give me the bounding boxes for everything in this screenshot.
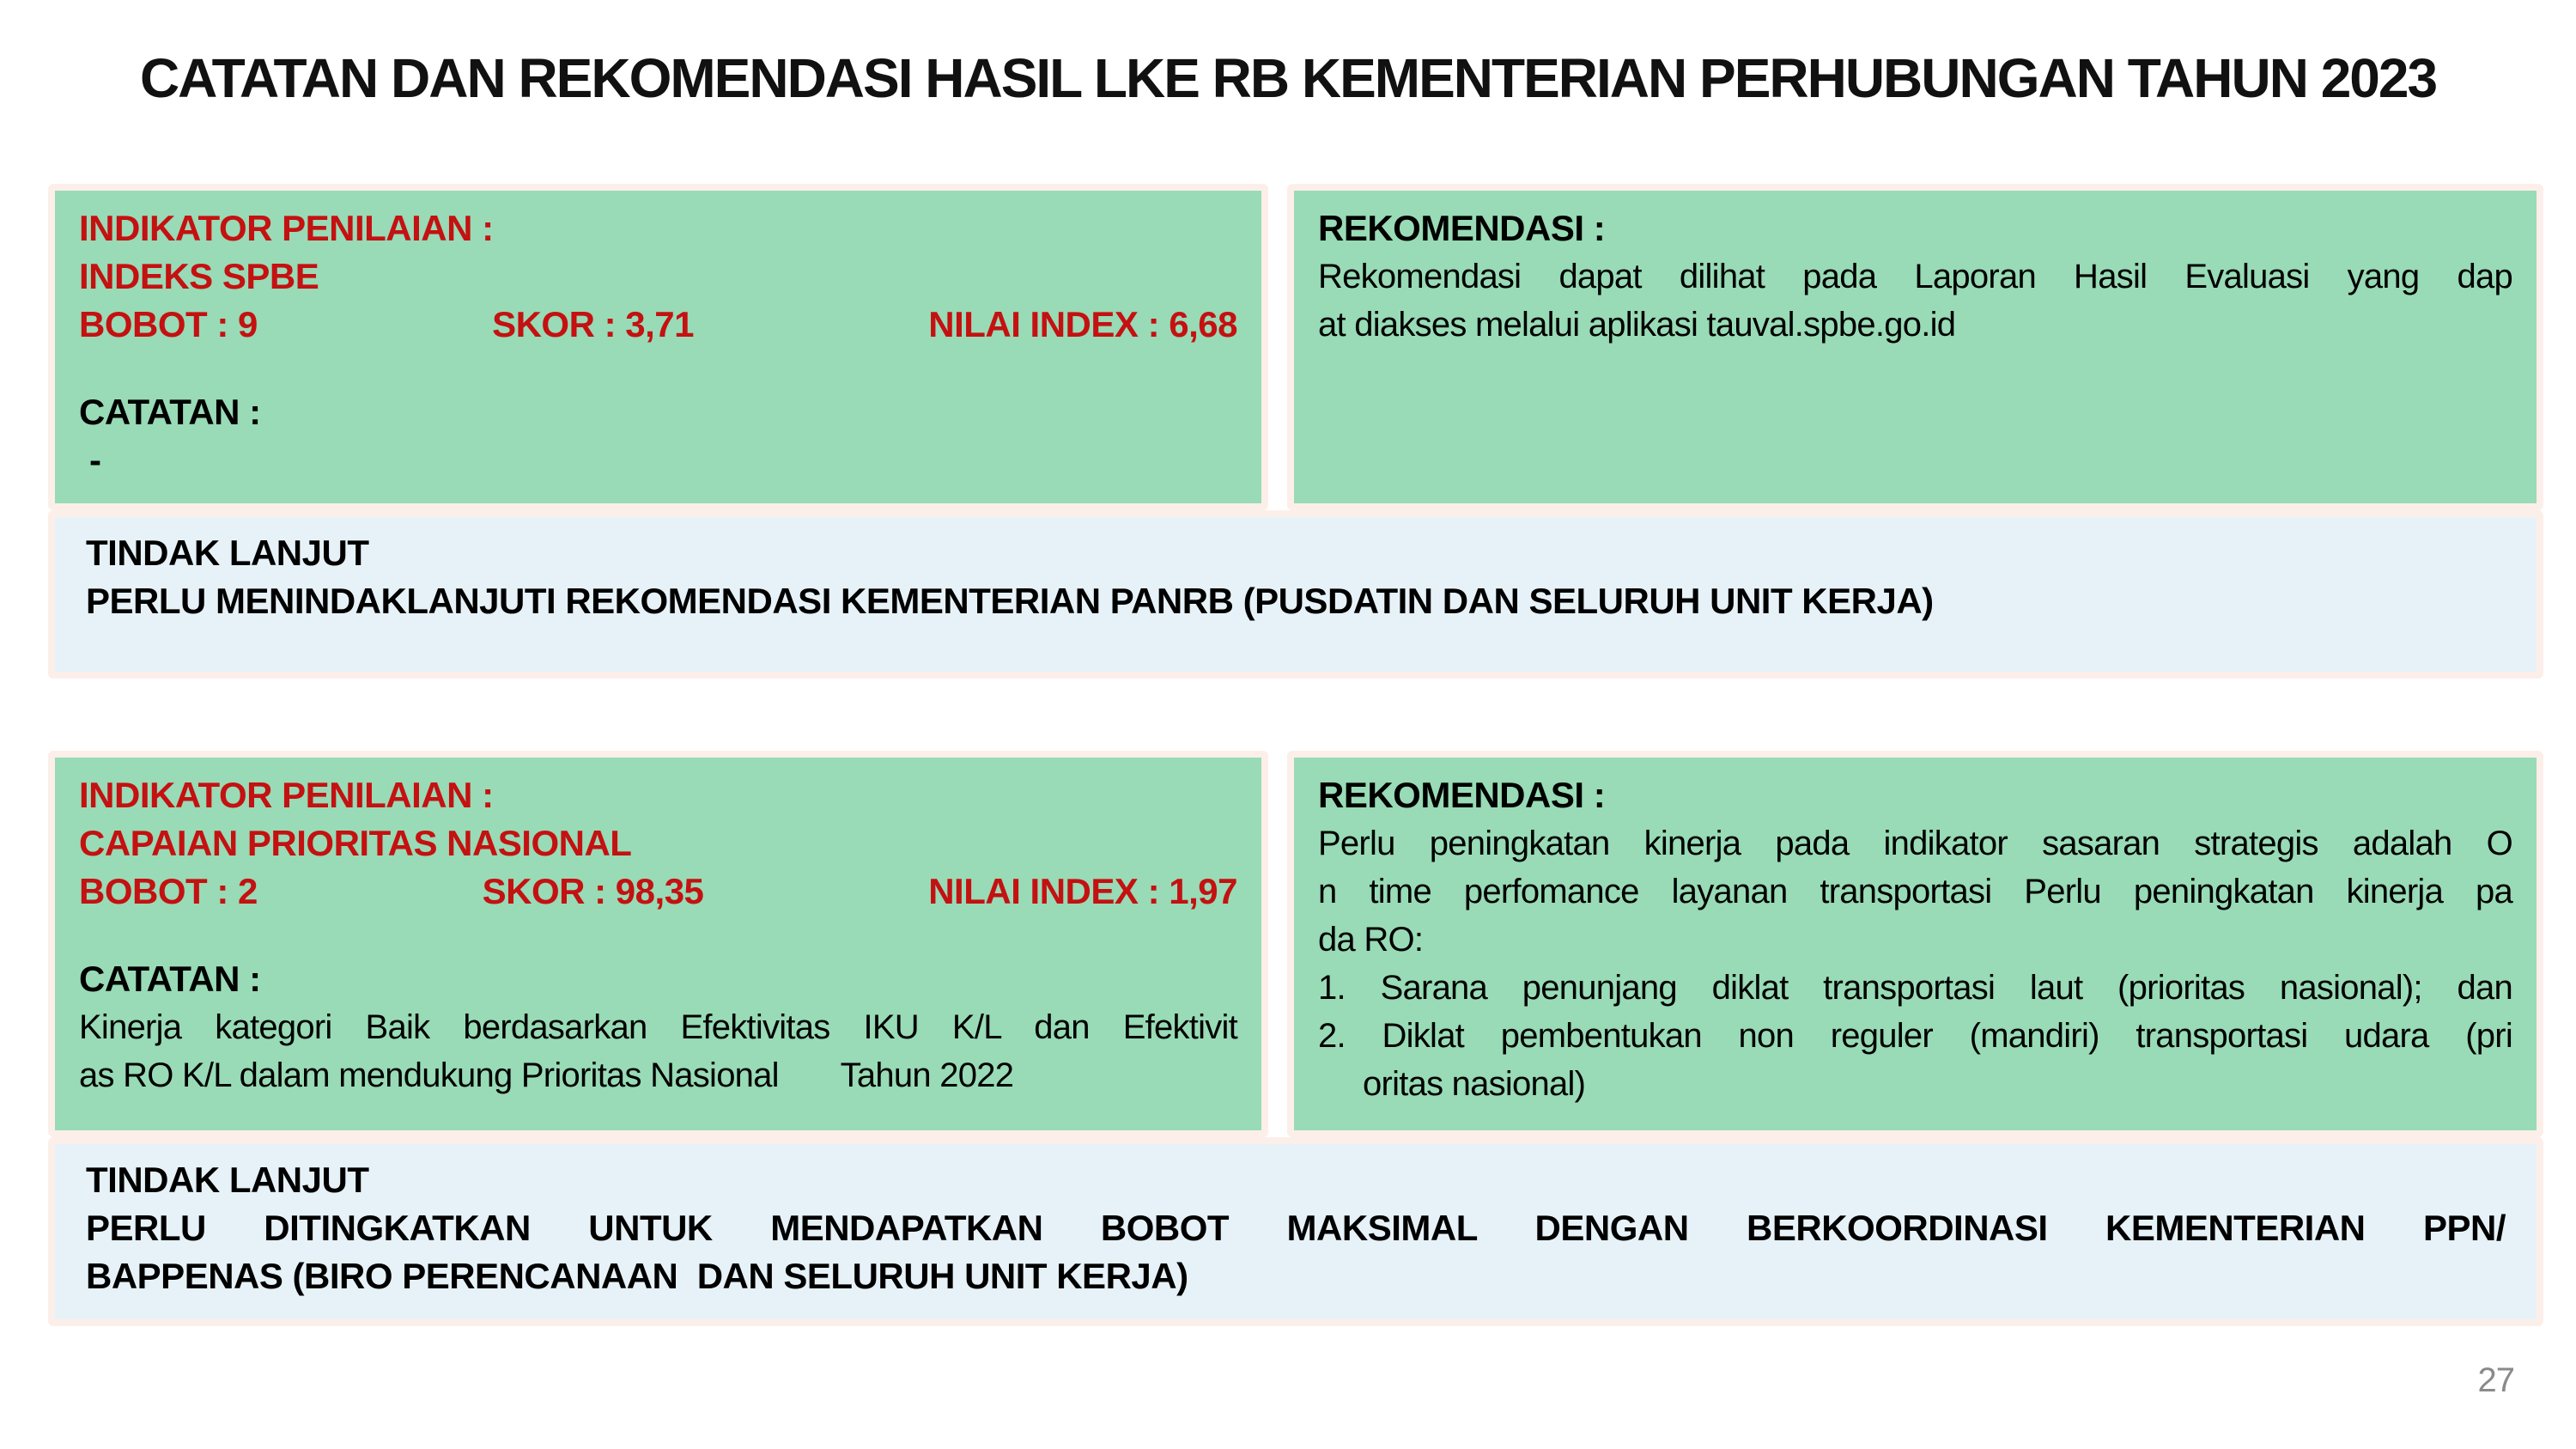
- rekomendasi-heading: REKOMENDASI :: [1318, 208, 1606, 248]
- rekomendasi-line: 1. Sarana penunjang diklat transportasi laut (prioritas nasional); dan: [1318, 969, 2512, 1007]
- catatan-line: -: [89, 440, 101, 480]
- catatan-heading: CATATAN :: [79, 392, 261, 432]
- indicator-metrics: [79, 868, 1237, 916]
- spacer: [79, 916, 1237, 955]
- section-2-row: [48, 751, 2543, 1137]
- metric-nilai-index: NILAI INDEX : 1,97: [928, 871, 1237, 911]
- tindak-lanjut-line: BAPPENAS (BIRO PERENCANAAN DAN SELURUH UNIT KERJA): [86, 1256, 1188, 1296]
- indicator-heading: INDIKATOR PENILAIAN :: [79, 208, 494, 248]
- indicator-metrics: [79, 301, 1237, 349]
- catatan-line: as RO K/L dalam mendukung Prioritas Nasional Tahun 2022: [79, 1056, 1014, 1094]
- metric-nilai-index: NILAI INDEX : 6,68: [928, 304, 1237, 344]
- panel-indicator-2: [48, 751, 1268, 1137]
- panel-indicator-1: [48, 184, 1268, 510]
- indicator-heading: INDIKATOR PENILAIAN :: [79, 775, 494, 815]
- spacer: [79, 349, 1237, 388]
- indicator-name: CAPAIAN PRIORITAS NASIONAL: [79, 823, 632, 863]
- panel-rekomendasi-2: [1287, 751, 2543, 1137]
- tindak-lanjut-heading: TINDAK LANJUT: [86, 533, 369, 573]
- tindak-lanjut-line: PERLU MENINDAKLANJUTI REKOMENDASI KEMENTERIAN PANRB (PUSDATIN DAN SELURUH UNIT KERJA): [86, 581, 1934, 621]
- rekomendasi-line: at diakses melalui aplikasi tauval.spbe.go.id: [1318, 306, 1956, 344]
- rekomendasi-line: 2. Diklat pembentukan non reguler (mandiri) transportasi udara (pri: [1318, 1017, 2512, 1055]
- section-1-row: [48, 184, 2543, 510]
- catatan-line: Kinerja kategori Baik berdasarkan Efektivitas IKU K/L dan Efektivit: [79, 1008, 1237, 1046]
- catatan-heading: CATATAN :: [79, 959, 261, 999]
- metric-bobot: BOBOT : 9: [79, 304, 258, 344]
- tindak-lanjut-heading: TINDAK LANJUT: [86, 1160, 369, 1200]
- page-title: CATATAN DAN REKOMENDASI HASIL LKE RB KEMENTERIAN PERHUBUNGAN TAHUN 2023: [139, 47, 2437, 109]
- rekomendasi-heading: REKOMENDASI :: [1318, 775, 1606, 815]
- rekomendasi-line: Perlu peningkatan kinerja pada indikator sasaran strategis adalah O: [1318, 825, 2512, 862]
- panel-rekomendasi-1: [1287, 184, 2543, 510]
- rekomendasi-line: oritas nasional): [1363, 1065, 1586, 1103]
- metric-bobot: BOBOT : 2: [79, 871, 258, 911]
- metric-skor: SKOR : 3,71: [492, 304, 694, 344]
- panel-tindak-lanjut-2: [48, 1137, 2543, 1326]
- rekomendasi-line: n time perfomance layanan transportasi Perlu peningkatan kinerja pa: [1318, 873, 2512, 910]
- tindak-lanjut-line: PERLU DITINGKATKAN UNTUK MENDAPATKAN BOBOT MAKSIMAL DENGAN BERKOORDINASI KEMENTERIAN PPN/: [86, 1208, 2506, 1248]
- metric-skor: SKOR : 98,35: [482, 871, 704, 911]
- rekomendasi-line: da RO:: [1318, 921, 1424, 959]
- page-number: 27: [2477, 1361, 2514, 1399]
- indicator-name: INDEKS SPBE: [79, 256, 319, 296]
- rekomendasi-line: Rekomendasi dapat dilihat pada Laporan Hasil Evaluasi yang dap: [1318, 258, 2512, 295]
- panel-tindak-lanjut-1: [48, 510, 2543, 679]
